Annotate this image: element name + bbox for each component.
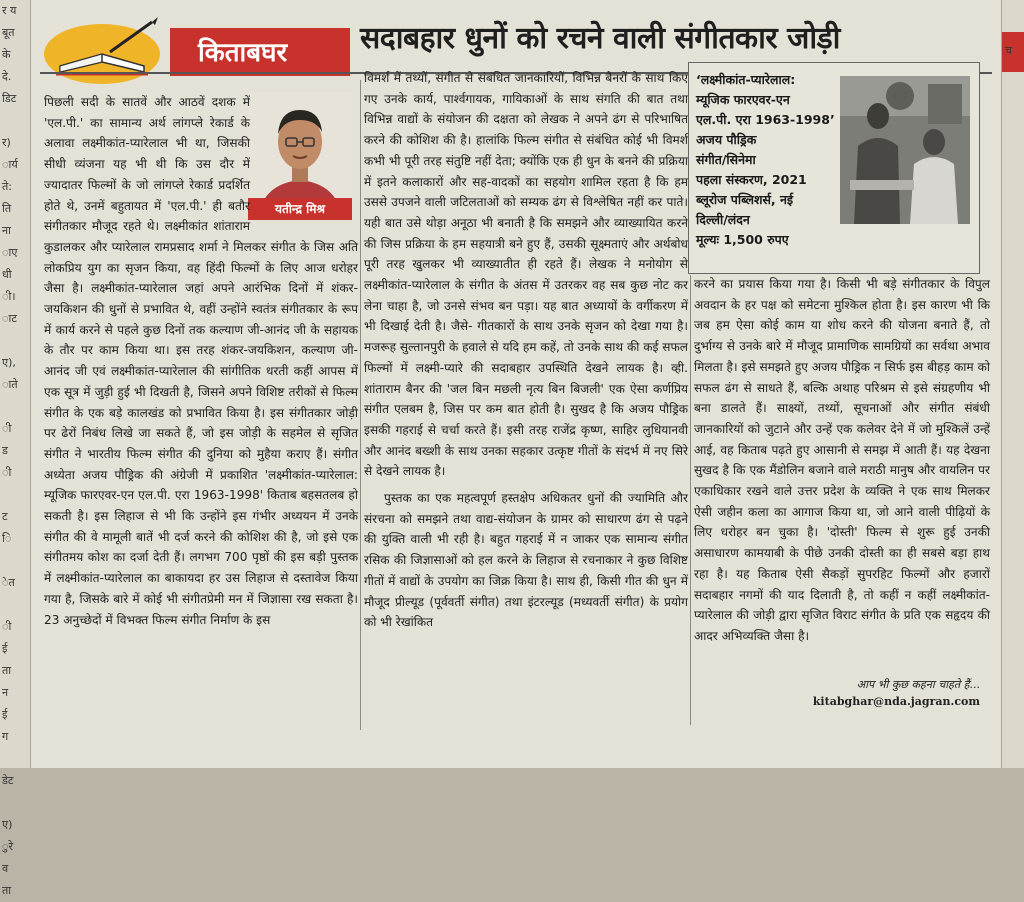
adjacent-text-fragment: ता [2,664,12,677]
adjacent-text-fragment: ग [2,730,9,743]
adjacent-text-fragment: डेट [2,774,14,787]
adjacent-text-fragment [1002,194,1012,216]
adjacent-text-fragment [1002,326,1012,348]
column-divider [360,80,361,730]
adjacent-text-fragment: डिट [2,92,17,105]
feedback-credits [770,676,980,710]
adjacent-text-fragment [0,792,30,814]
adjacent-text-fragment: ेत [2,576,15,589]
section-header [40,14,350,90]
adjacent-text-fragment [1002,62,1012,84]
right-adjacent-column [1001,0,1024,768]
adjacent-text-fragment [1002,304,1012,326]
adjacent-text-fragment: ि [2,532,12,545]
adjacent-text-fragment: ता [2,884,12,897]
book-line: म्यूजिक फारएवर-एन [696,92,790,107]
adjacent-text-fragment: र) [2,136,11,149]
adjacent-text-fragment [0,748,30,770]
adjacent-text-fragment: व [2,862,9,875]
article-text-2b: पुस्तक का एक महत्वपूर्ण हस्तक्षेप अधिकतर धुनों की ज्यामिति और संरचना को समझने तथा वाद्य-संयोजन के ग्रामर को साधारण ढंग से पढ़ने की युक्ति वाली भी रही है। बहुत गहराई में न जाकर एक सामान्य संगीत रसिक की जिज्ञासाओं को हल करने के लिहाज से रचनाकार ने कुछ विशिष्ट गीतों में वाद्यों के उपयोग का जिक्र किया है। साथ ही, किसी गीत की धुन में मौजूद प्रील्यूड (पूर्ववर्ती संगीत) तथा इंटरल्यूड (मध्यवर्ती संगीत) के प्रयोग को भी रेखांकित [364,491,688,630]
book-line: मूल्यः 1,500 रुपए [696,232,789,247]
author-name: यतीन्द्र मिश्र [248,198,352,220]
adjacent-text-fragment: ए), [2,356,16,369]
adjacent-text-fragment: दे. [2,70,12,83]
adjacent-text-fragment: ड [2,444,8,457]
adjacent-text-fragment [1002,260,1012,282]
book-cover-image [840,76,970,224]
book-line: दिल्ली/लंदन [696,212,750,227]
adjacent-text-fragment: ई [2,708,8,721]
adjacent-text-fragment: धी [2,268,12,281]
adjacent-text-fragment [1002,128,1012,150]
adjacent-text-fragment [0,396,30,418]
column-divider [690,275,691,725]
article-column-3 [694,274,990,676]
adjacent-text-fragment: ी [2,466,12,479]
adjacent-text-fragment [0,594,30,616]
adjacent-text-fragment: च [1005,44,1012,57]
left-adjacent-column [0,0,31,897]
adjacent-text-fragment: र य [2,4,17,17]
adjacent-text-fragment: ते: [2,180,12,193]
book-line: पहला संस्करण, 2021 [696,172,807,187]
adjacent-text-fragment: ए) [2,818,13,831]
adjacent-text-fragment: ी [2,620,12,633]
article-column-1 [44,92,358,728]
article-text-3: करने का प्रयास किया गया है। किसी भी बड़े संगीतकार के विपुल अवदान के हर पक्ष को समेटना मुश्किल होता है। इस कारण भी कि जब हम ऐसा कोई काम या शोध करने की योजना बनाते हैं, तो दुर्भाग्य से उनके बारे में मौजूद प्रामाणिक सामग्रियों का सर्वथा अभाव मिलता है। इसे समझते हुए अजय पौड्रिक न सिर्फ इस बीहड़ काम को सफल ढंग से साधते हैं, बल्कि अथाह परिश्रम से इसे संग्रहणीय भी बना डालते हैं। साक्ष्यों, तथ्यों, सूचनाओं और संगीत संबंधी जानकारियों को जुटाने और उन्हें एक कलेवर देने में जो मुश्किलें उन्हें आई, वह किताब पढ़ते हुए आसानी से समझ में आती हैं। यह देखना सुखद है कि एक मैंडोलिन बजाने वाले मराठी मानुष और वायलिन पर एकाधिकार रखने वाले उत्तर प्रदेश के व्यक्ति ने एक साथ मिलकर ऐसी जहीन कला का आगाज किया था, जो आने वाली पीढ़ियों के लिए धरोहर बन चुका है। 'दोस्ती' फिल्म से शुरू हुई उनकी असाधारण कामयाबी के पीछे उनकी दोस्ती का ही सबसे बड़ा हाथ रहा है। यह किताब ऐसी सैकड़ों सुपरहिट फिल्मों और हजारों सदाबहार नगमों की याद दिलाती है, तो कहीं न कहीं लक्ष्मीकांत-प्यारेलाल की जोड़ी द्वारा सृजित विराट संगीत के प्रति एक सहृदय की आदर अभिव्यक्ति जैसा है। [694,277,990,643]
adjacent-text-fragment: ना [2,224,11,237]
headline: सदाबहार धुनों को रचने वाली संगीतकार जोड़ी [360,21,840,56]
adjacent-text-fragment [0,110,30,132]
adjacent-text-fragment [0,330,30,352]
adjacent-text-fragment: न [2,686,9,699]
adjacent-text-fragment [1002,84,1012,106]
adjacent-text-fragment [1002,216,1012,238]
book-line: एल.पी. एरा 1963-1998’ [696,112,835,127]
article-text-2a: विमर्श में तथ्यों, संगीत से संबंधित जानकारियों, विभिन्न बैनरों के साथ किए गए उनके कार्य, पार्श्वगायक, गायिकाओं के साथ संगति की बात तथा विभिन्न वाद्यों के संयोजन की दक्षता को लेखक ने अपने ढंग से परिभाषित करने की कोशिश की है। हालांकि फिल्म संगीत से संबंधित कोई भी विमर्श कभी भी पूरी तरह संतुष्टि नहीं देता; क्योंकि एक ही धुन के बनने की प्रक्रिया में इतने कलाकारों और सह-वादकों का सहयोग शामिल रहता है कि हम उससे उपजने वाली जटिलताओं को सम्यक ढंग से विश्लेषित नहीं कर पाते। यही बात उसे थोड़ा अनूठा भी बनाती है कि समझने और व्याख्यायित करने की जिस प्रक्रिया के हम सहयात्री बने हुए हैं, उसकी सूक्ष्मताएं और अर्थबोध पूरी तरह खुलकर भी व्याख्यातीत ही रहते हैं। लेखक ने मनोयोग से लक्ष्मीकांत-प्यारेलाल के संगीत के अंतस में उतरकर वह सब कुछ नोट कर लेना चाहा है, जो उनसे संभव बन पड़ा। यह बात अध्यायों के वर्गीकरण में भी दिखाई देती है। जैसे- गीतकारों के साथ उनके सृजन को देखा गया है। मजरूह सुल्तानपुरी के हवाले से यदि हम कहें, तो उनके साथ की कई सफल फिल्मों में लक्ष्मी-प्यारे की सदाबहार उपस्थिति देखने लायक है। व्ही. शांताराम बैनर की 'जल बिन मछली नृत्य बिन बिजली' एक ऐसा कर्णप्रिय संगीत एलबम है, जिस पर कम बात होती है। सुखद है कि अजय पौड्रिक इसकी गहराई से चर्चा करते हैं। इसी तरह राजेंद्र कृष्ण, साहिर लुधियानवी और आनंद बख्शी के साथ उनका सहकार उत्कृष्ट गीतों के संदर्भ में नए सिरे से देखने लायक है। [364,71,689,479]
adjacent-text-fragment [1002,282,1012,304]
adjacent-text-fragment: ी [2,422,12,435]
adjacent-text-fragment: ाए [2,246,18,259]
adjacent-text-fragment [1002,172,1012,194]
adjacent-text-fragment [1002,106,1012,128]
feedback-email-link[interactable]: kitabghar@nda.jagran.com [812,695,980,708]
adjacent-text-fragment: ी। [2,290,16,303]
adjacent-text-fragment [1002,238,1012,260]
book-line: ‘लक्ष्मीकांत-प्यारेलाल: [696,72,796,87]
adjacent-text-fragment [0,484,30,506]
book-line: ब्लूरोज पब्लिशर्स, नई [696,192,794,207]
book-line: संगीत/सिनेमा [696,152,756,167]
book-line: अजय पौड्रिक [696,132,757,147]
photo-wrap-space [256,92,358,220]
adjacent-text-fragment [1002,150,1012,172]
feedback-prompt: आप भी कुछ कहना चाहते हैं... [856,678,980,691]
adjacent-text-fragment: ाट [2,312,17,325]
adjacent-text-fragment [0,550,30,572]
adjacent-text-fragment: ई [2,642,8,655]
article-column-2 [364,68,688,738]
book-pen-icon [40,14,170,90]
adjacent-text-fragment: ट [2,510,8,523]
article-text-1: पिछली सदी के सातवें और आठवें दशक में 'एल.पी.' का सामान्य अर्थ लांगप्ले रेकार्ड के अलावा लक्ष्मीकांत-प्यारेलाल भी था, जिसकी सीधी व्यंजना यह भी थी कि उस दौर में ज्यादातर फिल्मों के जो लांगप्ले रेकार्ड प्रदर्शित होते थे, उनमें बहुतायत में 'एल.पी.' ही बतौर संगीतकार मौजूद रहते थे। लक्ष्मीकांत शांताराम कुडालकर और प्यारेलाल रामप्रसाद शर्मा ने मिलकर संगीत के जिस अति लोकप्रिय युग का सृजन किया, वह हिंदी फिल्मों के लिए आज धरोहर जैसा है। लक्ष्मीकांत-प्यारेलाल जहां अपने आरंभिक दिनों में शंकर-जयकिशन की धुनों से प्रभावित थे, वहीं उन्होंने स्वतंत्र संगीतकार के रूप में कार्य करने से पहले कुछ दिनों तक कल्याण जी-आनंद जी के सहायक के तौर पर काम किया था। इस तरह शंकर-जयकिशन, कल्याण जी-आनंद जी एवं लक्ष्मीकांत-प्यारेलाल की सांगीतिक धरती कहीं आपस में एक सूत्र में जुड़ी हुई भी दिखती है, जिसने अपने विशिष्ट तरीकों से फिल्म संगीत के एक बड़े कालखंड को प्रभावित किया है। इस संगीतकार जोड़ी पर ढेरों निबंध लिखे जा सकते हैं, जो इस जोड़ी के सहमेल से सृजित संगीत ने भारतीय फिल्म संगीत की दुनिया को मुहैया कराए हैं। संगीत अध्येता अजय पौड्रिक की अंग्रेजी में प्रकाशित 'लक्ष्मीकांत-प्यारेलाल: म्यूजिक फारएवर-एन एल.पी. एरा 1963-1998' किताब बहसतलब हो सकती है। इस लिहाज से भी कि उन्होंने इस गंभीर अध्ययन में उनके संगीत की वे मामूली बातें भी दर्ज करने की कोशिश की है, जो इसे एक संगीतमय कोश का दर्जा देती हैं। लगभग 700 पृष्ठों की इस बड़ी पुस्तक में लक्ष्मीकांत-प्यारेलाल का बाकायदा हर उस लिहाज से दस्तावेज किया गया है, जिसके बारे में कोई भी संगीतप्रेमी मन में जिज्ञासा रख सकता है। 23 अनुच्छेदों में विभक्त फिल्म संगीत निर्माण के इस [44,95,358,627]
adjacent-text-fragment: ति [2,202,12,215]
adjacent-text-fragment: बूत [2,26,15,39]
adjacent-text-fragment: ाते [2,378,18,391]
book-details [696,70,836,250]
section-label: किताबघर [198,38,288,68]
adjacent-text-fragment: के [2,48,11,61]
adjacent-text-fragment: ार्य [2,158,18,171]
adjacent-text-fragment: ुरे [2,840,14,853]
